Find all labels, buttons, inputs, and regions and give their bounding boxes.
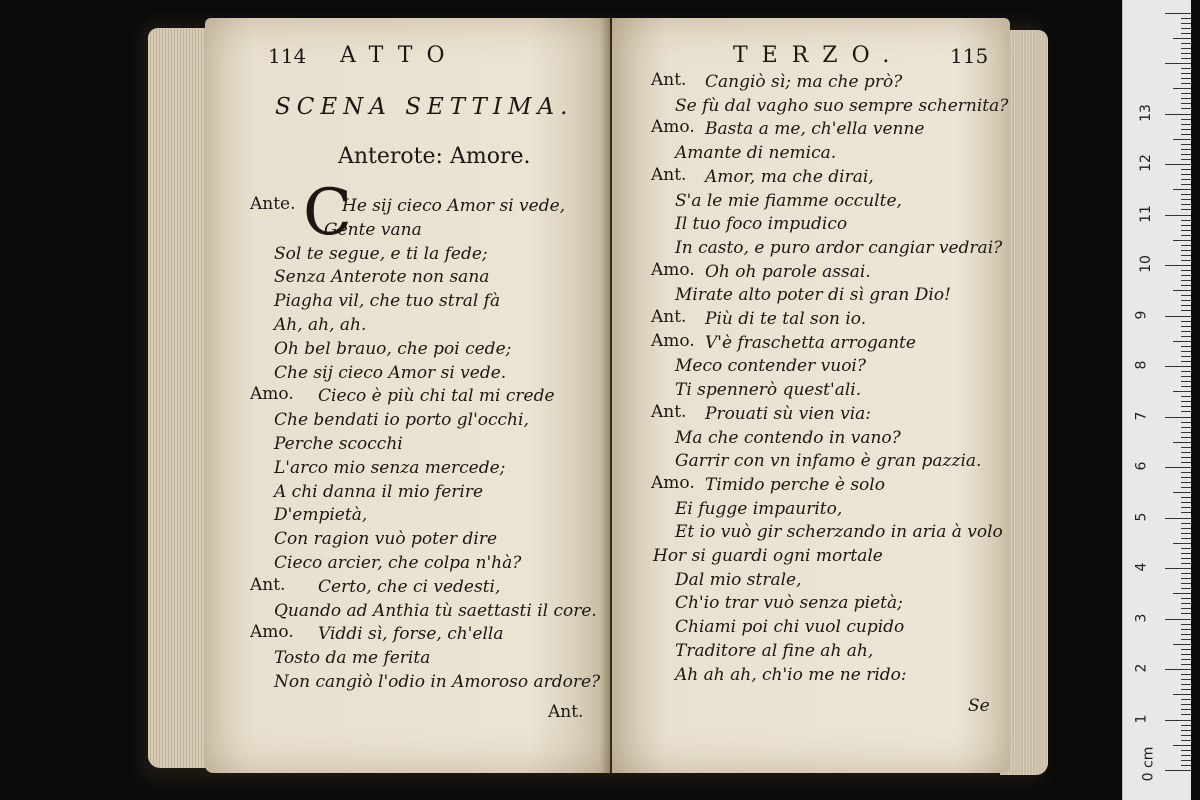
ruler-tick bbox=[1181, 134, 1191, 135]
ruler-tick bbox=[1181, 179, 1191, 180]
ruler-tick bbox=[1165, 164, 1191, 165]
verse-line: Cieco è più chi tal mi crede bbox=[318, 386, 555, 407]
ruler-tick bbox=[1181, 411, 1191, 412]
speaker-label: Amo. bbox=[651, 330, 695, 351]
ruler-tick bbox=[1165, 467, 1191, 468]
ruler-tick bbox=[1181, 649, 1191, 650]
ruler-tick bbox=[1181, 674, 1191, 675]
verse-line: Più di te tal son io. bbox=[705, 309, 867, 329]
verse-line: Ei fugge impaurito, bbox=[675, 498, 843, 519]
left-page-number: 114 bbox=[268, 44, 307, 68]
ruler-tick bbox=[1181, 255, 1191, 256]
verse-line: Garrir con vn infamo è gran pazzia. bbox=[675, 451, 982, 472]
verse-line: Ah, ah, ah. bbox=[274, 315, 367, 335]
ruler-tick bbox=[1165, 568, 1191, 569]
verse-line: Gente vana bbox=[324, 219, 422, 240]
verse-line: Traditore al fine ah ah, bbox=[675, 640, 874, 661]
ruler-tick bbox=[1181, 730, 1191, 731]
verse-line: Ch'io trar vuò senza pietà; bbox=[675, 593, 903, 614]
ruler-number: 3 bbox=[1133, 613, 1150, 622]
ruler-tick bbox=[1181, 659, 1191, 660]
ruler-tick bbox=[1181, 280, 1191, 281]
ruler-number: 1 bbox=[1133, 714, 1150, 723]
verse-line: Amante di nemica. bbox=[675, 143, 837, 164]
ruler-tick bbox=[1181, 654, 1191, 655]
ruler-number: 8 bbox=[1133, 360, 1150, 370]
ruler-tick bbox=[1181, 750, 1191, 751]
ruler-tick bbox=[1173, 240, 1191, 241]
ruler-tick bbox=[1181, 270, 1191, 271]
ruler-tick bbox=[1181, 699, 1191, 700]
ruler-tick bbox=[1181, 573, 1191, 574]
ruler-tick bbox=[1181, 533, 1191, 534]
ruler-tick bbox=[1173, 139, 1191, 140]
ruler-tick bbox=[1181, 305, 1191, 306]
ruler-tick bbox=[1181, 760, 1191, 761]
ruler-tick bbox=[1181, 48, 1191, 49]
speaker-label: Ante. bbox=[250, 194, 296, 214]
ruler-tick bbox=[1181, 482, 1191, 483]
ruler-tick bbox=[1181, 664, 1191, 665]
ruler-tick bbox=[1181, 629, 1191, 630]
ruler-tick bbox=[1181, 679, 1191, 680]
ruler-tick bbox=[1181, 154, 1191, 155]
ruler-tick bbox=[1181, 502, 1191, 503]
ruler-number: 11 bbox=[1137, 204, 1154, 223]
verse-line: Quando ad Anthia tù saettasti il core. bbox=[274, 600, 597, 621]
ruler-tick bbox=[1181, 598, 1191, 599]
ruler-tick bbox=[1173, 38, 1191, 39]
ruler-tick bbox=[1181, 422, 1191, 423]
verse-line: V'è fraschetta arrogante bbox=[705, 332, 916, 353]
ruler-tick bbox=[1181, 608, 1191, 609]
ruler-tick bbox=[1181, 300, 1191, 301]
ruler-tick bbox=[1165, 366, 1191, 367]
ruler-tick bbox=[1181, 512, 1191, 513]
ruler-tick bbox=[1181, 401, 1191, 402]
ruler-tick bbox=[1173, 442, 1191, 443]
measurement-ruler bbox=[1122, 0, 1191, 800]
speaker-label: Amo. bbox=[250, 384, 294, 405]
verse-line: He sij cieco Amor si vede, bbox=[342, 196, 566, 216]
ruler-tick bbox=[1181, 58, 1191, 59]
speaker-label: Ant. bbox=[651, 401, 687, 422]
ruler-tick bbox=[1173, 290, 1191, 291]
ruler-tick bbox=[1181, 346, 1191, 347]
ruler-tick bbox=[1181, 755, 1191, 756]
verse-line: Certo, che ci vedesti, bbox=[318, 576, 501, 597]
ruler-tick bbox=[1181, 472, 1191, 473]
ruler-tick bbox=[1181, 563, 1191, 564]
verse-line: Ah ah ah, ch'io me ne rido: bbox=[675, 664, 907, 685]
ruler-tick bbox=[1181, 457, 1191, 458]
ruler-tick bbox=[1181, 73, 1191, 74]
ruler-tick bbox=[1181, 709, 1191, 710]
ruler-tick bbox=[1181, 204, 1191, 205]
verse-line: Et io vuò gir scherzando in aria à volo bbox=[675, 522, 1003, 543]
ruler-tick bbox=[1173, 492, 1191, 493]
ruler-tick bbox=[1165, 265, 1191, 266]
verse-line: Dal mio strale, bbox=[675, 569, 802, 590]
left-catchword: Ant. bbox=[548, 702, 584, 722]
ruler-tick bbox=[1181, 725, 1191, 726]
ruler-tick bbox=[1181, 129, 1191, 130]
ruler-tick bbox=[1173, 694, 1191, 695]
ruler-tick bbox=[1181, 639, 1191, 640]
verse-line: Senza Anterote non sana bbox=[274, 267, 490, 288]
ruler-tick bbox=[1181, 765, 1191, 766]
ruler-tick bbox=[1165, 215, 1191, 216]
ruler-tick bbox=[1165, 720, 1191, 721]
verse-line: Tosto da me ferita bbox=[274, 648, 431, 669]
ruler-number: 2 bbox=[1133, 663, 1150, 673]
verse-line: Il tuo foco impudico bbox=[675, 214, 848, 235]
ruler-tick bbox=[1181, 235, 1191, 236]
ruler-tick bbox=[1181, 174, 1191, 175]
ruler-tick bbox=[1181, 144, 1191, 145]
ruler-number: 7 bbox=[1133, 411, 1150, 420]
ruler-tick bbox=[1181, 103, 1191, 104]
ruler-tick bbox=[1181, 78, 1191, 79]
left-running-head: ATTO bbox=[340, 43, 459, 68]
speaker-label: Amo. bbox=[651, 259, 695, 280]
ruler-tick bbox=[1181, 310, 1191, 311]
ruler-tick bbox=[1181, 487, 1191, 488]
ruler-tick bbox=[1181, 53, 1191, 54]
drop-cap: C bbox=[303, 176, 352, 250]
ruler-number: 6 bbox=[1133, 461, 1150, 471]
ruler-tick bbox=[1181, 684, 1191, 685]
ruler-tick bbox=[1181, 124, 1191, 125]
ruler-tick bbox=[1181, 98, 1191, 99]
ruler-tick bbox=[1181, 285, 1191, 286]
verse-line: S'a le mie fiamme occulte, bbox=[675, 190, 902, 211]
ruler-tick bbox=[1181, 381, 1191, 382]
verse-line: Che bendati io porto gl'occhi, bbox=[274, 410, 529, 431]
verse-line: Basta a me, ch'ella venne bbox=[705, 119, 925, 140]
ruler-tick bbox=[1173, 543, 1191, 544]
ruler-tick bbox=[1165, 619, 1191, 620]
ruler-tick bbox=[1181, 497, 1191, 498]
ruler-tick bbox=[1181, 356, 1191, 357]
ruler-tick bbox=[1181, 245, 1191, 246]
speaker-label: Amo. bbox=[651, 472, 695, 493]
ruler-tick bbox=[1181, 452, 1191, 453]
ruler-tick bbox=[1181, 538, 1191, 539]
ruler-tick bbox=[1181, 704, 1191, 705]
ruler-tick bbox=[1181, 634, 1191, 635]
ruler-tick bbox=[1181, 432, 1191, 433]
ruler-tick bbox=[1181, 447, 1191, 448]
ruler-tick bbox=[1181, 33, 1191, 34]
verse-line: Ti spennerò quest'ali. bbox=[675, 380, 862, 401]
ruler-tick bbox=[1165, 63, 1191, 64]
ruler-tick bbox=[1181, 230, 1191, 231]
right-running-head: TERZO. bbox=[733, 43, 904, 68]
ruler-tick bbox=[1173, 88, 1191, 89]
ruler-tick bbox=[1181, 326, 1191, 327]
ruler-tick bbox=[1181, 169, 1191, 170]
verse-line: Che sij cieco Amor si vede. bbox=[274, 362, 507, 383]
verse-line: Non cangiò l'odio in Amoroso ardore? bbox=[274, 672, 601, 692]
ruler-tick bbox=[1181, 462, 1191, 463]
ruler-tick bbox=[1181, 199, 1191, 200]
ruler-tick bbox=[1181, 23, 1191, 24]
verse-line: Timido perche è solo bbox=[705, 474, 885, 495]
ruler-tick bbox=[1181, 553, 1191, 554]
verse-line: In casto, e puro ardor cangiar vedrai? bbox=[675, 237, 1003, 258]
ruler-tick bbox=[1181, 396, 1191, 397]
ruler-unit-label: 0 cm bbox=[1140, 746, 1157, 782]
speaker-label: Amo. bbox=[651, 117, 695, 138]
ruler-tick bbox=[1181, 209, 1191, 210]
ruler-tick bbox=[1181, 194, 1191, 195]
ruler-tick bbox=[1181, 28, 1191, 29]
verse-line: Prouati sù vien via: bbox=[705, 403, 871, 424]
ruler-tick bbox=[1181, 250, 1191, 251]
speaker-label: Ant. bbox=[651, 307, 687, 327]
verse-line: Cieco arcier, che colpa n'hà? bbox=[274, 553, 522, 573]
ruler-tick bbox=[1181, 507, 1191, 508]
ruler-tick bbox=[1181, 119, 1191, 120]
ruler-number: 12 bbox=[1137, 154, 1154, 172]
ruler-tick bbox=[1181, 437, 1191, 438]
ruler-tick bbox=[1165, 316, 1191, 317]
ruler-tick bbox=[1181, 18, 1191, 19]
ruler-tick bbox=[1173, 644, 1191, 645]
verse-line: Perche scocchi bbox=[274, 434, 403, 454]
ruler-tick bbox=[1165, 518, 1191, 519]
verse-line: Con ragion vuò poter dire bbox=[274, 529, 498, 550]
speaker-label: Amo. bbox=[250, 622, 294, 643]
ruler-tick bbox=[1173, 745, 1191, 746]
verse-line: Oh oh parole assai. bbox=[705, 261, 871, 282]
ruler-tick bbox=[1181, 427, 1191, 428]
ruler-tick bbox=[1181, 159, 1191, 160]
ruler-number: 10 bbox=[1137, 255, 1154, 273]
ruler-tick bbox=[1181, 43, 1191, 44]
verse-line: Ma che contendo in vano? bbox=[675, 427, 901, 448]
right-page-number: 115 bbox=[950, 44, 989, 68]
ruler-tick bbox=[1181, 603, 1191, 604]
ruler-tick bbox=[1181, 740, 1191, 741]
ruler-tick bbox=[1181, 295, 1191, 296]
ruler-tick bbox=[1181, 588, 1191, 589]
ruler-number: 9 bbox=[1133, 310, 1150, 319]
ruler-tick bbox=[1165, 669, 1191, 670]
ruler-tick bbox=[1181, 331, 1191, 332]
ruler-number: 4 bbox=[1133, 562, 1150, 572]
speaker-label: Ant. bbox=[651, 164, 687, 185]
verse-line: Piagha vil, che tuo stral fà bbox=[274, 291, 501, 312]
ruler-tick bbox=[1181, 220, 1191, 221]
ruler-tick bbox=[1181, 361, 1191, 362]
ruler-tick bbox=[1181, 376, 1191, 377]
ruler-tick bbox=[1181, 583, 1191, 584]
verse-line: Mirate alto poter di sì gran Dio! bbox=[675, 285, 951, 306]
ruler-tick bbox=[1173, 391, 1191, 392]
verse-line: Meco contender vuoi? bbox=[675, 356, 866, 377]
ruler-number: 13 bbox=[1137, 103, 1154, 122]
verse-line: L'arco mio senza mercede; bbox=[274, 457, 506, 478]
verse-line: Viddi sì, forse, ch'ella bbox=[318, 624, 504, 645]
verse-line: Oh bel brauo, che poi cede; bbox=[274, 338, 512, 359]
verse-line: Chiami poi chi vuol cupido bbox=[675, 617, 905, 638]
verse-line: A chi danna il mio ferire bbox=[274, 481, 484, 502]
verse-line: Hor si guardi ogni mortale bbox=[653, 546, 883, 566]
ruler-tick bbox=[1181, 714, 1191, 715]
ruler-tick bbox=[1181, 149, 1191, 150]
ruler-tick bbox=[1165, 114, 1191, 115]
ruler-tick bbox=[1181, 477, 1191, 478]
ruler-tick bbox=[1181, 548, 1191, 549]
roles-heading: Anterote: Amore. bbox=[338, 144, 531, 169]
right-catchword: Se bbox=[968, 696, 990, 716]
ruler-tick bbox=[1173, 189, 1191, 190]
speaker-label: Ant. bbox=[250, 574, 286, 595]
verse-line: Se fù dal vagho suo sempre schernita? bbox=[675, 95, 1009, 116]
ruler-tick bbox=[1165, 770, 1191, 771]
scene-title: SCENA SETTIMA. bbox=[275, 94, 574, 120]
ruler-tick bbox=[1181, 83, 1191, 84]
ruler-tick bbox=[1181, 613, 1191, 614]
verse-line: D'empietà, bbox=[274, 505, 368, 526]
verse-line: Cangiò sì; ma che prò? bbox=[705, 72, 903, 92]
ruler-tick bbox=[1181, 260, 1191, 261]
ruler-tick bbox=[1173, 341, 1191, 342]
ruler-tick bbox=[1181, 371, 1191, 372]
speaker-label: Ant. bbox=[651, 70, 687, 90]
ruler-tick bbox=[1181, 321, 1191, 322]
ruler-tick bbox=[1181, 184, 1191, 185]
ruler-tick bbox=[1181, 68, 1191, 69]
ruler-tick bbox=[1181, 735, 1191, 736]
ruler-number: 5 bbox=[1133, 512, 1150, 521]
ruler-tick bbox=[1181, 578, 1191, 579]
ruler-tick bbox=[1181, 351, 1191, 352]
ruler-tick bbox=[1181, 93, 1191, 94]
ruler-tick bbox=[1173, 593, 1191, 594]
ruler-tick bbox=[1181, 523, 1191, 524]
ruler-tick bbox=[1181, 406, 1191, 407]
ruler-tick bbox=[1181, 528, 1191, 529]
ruler-tick bbox=[1165, 13, 1191, 14]
ruler-tick bbox=[1181, 386, 1191, 387]
ruler-tick bbox=[1181, 624, 1191, 625]
ruler-tick bbox=[1181, 275, 1191, 276]
ruler-tick bbox=[1181, 336, 1191, 337]
ruler-tick bbox=[1181, 689, 1191, 690]
verse-line: Amor, ma che dirai, bbox=[705, 166, 874, 187]
ruler-tick bbox=[1181, 225, 1191, 226]
ruler-tick bbox=[1181, 108, 1191, 109]
ruler-tick bbox=[1165, 417, 1191, 418]
ruler-tick bbox=[1181, 558, 1191, 559]
verse-line: Sol te segue, e ti la fede; bbox=[274, 243, 488, 264]
